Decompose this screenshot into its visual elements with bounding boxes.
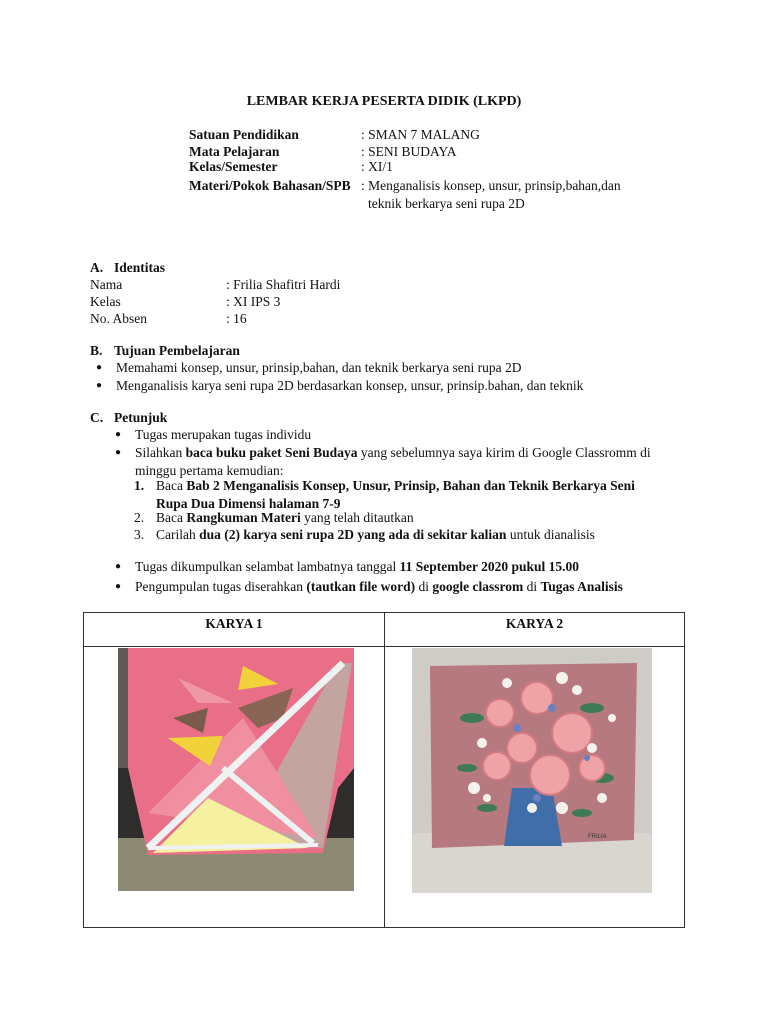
section-title: Tujuan Pembelajaran — [114, 343, 240, 358]
step-text — [156, 526, 595, 544]
text-run: Baca — [156, 478, 187, 493]
section-b-heading — [90, 342, 240, 360]
text-run-bold: 11 September 2020 pukul 15.00 — [399, 559, 579, 574]
text-run: di — [523, 579, 541, 594]
step-text — [156, 477, 635, 512]
section-number: B. — [90, 343, 103, 358]
karya-2-photo — [412, 648, 652, 893]
text-run: Carilah — [156, 527, 200, 542]
text-run: yang telah ditautkan — [300, 510, 414, 525]
painting-signature: FRILIA — [588, 834, 607, 840]
step-text — [156, 509, 414, 527]
karya-table — [83, 612, 685, 928]
identity-row-name — [90, 276, 340, 294]
section-title: Petunjuk — [114, 410, 168, 425]
text-run-bold: Bab 2 Menganalisis Konsep, Unsur, Prinsip, Bahan dan Teknik Berkarya Seni — [186, 478, 635, 493]
step-item — [134, 477, 635, 512]
header-row-school — [189, 126, 709, 144]
text-run: yang sebelumnya saya kirim di Google Classromm di — [357, 445, 651, 460]
header-value-block — [361, 177, 709, 212]
list-item — [115, 444, 651, 479]
section-number: A. — [90, 260, 104, 275]
list-item-text: Menganalisis karya seni rupa 2D berdasarkan konsep, unsur, prinsip.bahan, dan teknik — [116, 378, 584, 393]
text-run: Silahkan — [135, 445, 186, 460]
header-row-class — [189, 158, 709, 176]
page-title: LEMBAR KERJA PESERTA DIDIK (LKPD) — [246, 94, 522, 109]
karya-1-cell — [84, 647, 385, 928]
section-title: Identitas — [114, 260, 166, 275]
identity-value: : 16 — [226, 311, 247, 326]
list-item — [115, 558, 579, 576]
karya-1-photo — [118, 648, 354, 891]
list-item — [96, 359, 521, 377]
karya-2-header: KARYA 2 — [385, 613, 685, 647]
text-run-bold: dua (2) karya seni rupa 2D yang ada di sekitar kalian — [199, 527, 507, 542]
text-run-bold: google classrom — [432, 579, 524, 594]
karya-2-cell — [385, 647, 685, 928]
bullet-icon: ● — [115, 447, 122, 458]
list-item-text — [135, 558, 579, 576]
identity-key: Nama — [90, 277, 123, 292]
header-key: Satuan Pendidikan — [189, 127, 299, 142]
header-value: : SMAN 7 MALANG — [361, 127, 480, 142]
header-value-line1: : Menganalisis konsep, unsur, prinsip,bahan,dan — [361, 178, 621, 193]
section-a-heading — [90, 259, 165, 277]
step-number: 1. — [134, 478, 145, 493]
text-run-bold: Rangkuman Materi — [186, 510, 301, 525]
text-run-bold: Rupa Dua Dimensi halaman 7-9 — [156, 495, 341, 511]
step-item — [134, 509, 414, 527]
text-run: Tugas dikumpulkan selambat lambatnya tanggal — [135, 559, 400, 574]
header-value: : XI/1 — [361, 159, 393, 174]
header-value: : SENI BUDAYA — [361, 144, 457, 159]
text-run: di — [415, 579, 433, 594]
text-run-bold: (tautkan file word) — [306, 579, 416, 594]
list-item — [115, 578, 623, 596]
bullet-icon: ● — [115, 561, 122, 572]
identity-key: No. Absen — [90, 311, 147, 326]
header-key: Kelas/Semester — [189, 159, 278, 174]
header-value-line2: teknik berkarya seni rupa 2D — [368, 195, 525, 211]
section-c-heading — [90, 409, 167, 427]
header-row-material — [189, 177, 709, 212]
list-item-text — [135, 578, 623, 596]
identity-key: Kelas — [90, 294, 121, 309]
step-number: 3. — [134, 527, 145, 542]
karya-1-header: KARYA 1 — [84, 613, 385, 647]
text-run-bold: baca buku paket Seni Budaya — [185, 445, 358, 460]
identity-value: : XI IPS 3 — [226, 294, 281, 309]
list-item-text — [135, 444, 651, 479]
step-item — [134, 526, 595, 544]
step-number: 2. — [134, 510, 145, 525]
bullet-icon: ● — [115, 429, 122, 440]
bullet-icon: ● — [96, 362, 103, 373]
list-item-text: Tugas merupakan tugas individu — [135, 427, 312, 442]
text-run-bold: Tugas Analisis — [540, 579, 623, 594]
list-item-text: Memahami konsep, unsur, prinsip,bahan, dan teknik berkarya seni rupa 2D — [116, 360, 522, 375]
list-item — [115, 426, 311, 444]
identity-value: : Frilia Shafitri Hardi — [226, 277, 341, 292]
bullet-icon: ● — [115, 581, 122, 592]
header-key: Mata Pelajaran — [189, 144, 280, 159]
identity-row-absen — [90, 310, 247, 328]
text-line: minggu pertama kemudian: — [135, 462, 284, 478]
identity-row-class — [90, 293, 280, 311]
text-run: untuk dianalisis — [506, 527, 595, 542]
list-item — [96, 377, 583, 395]
bullet-icon: ● — [96, 380, 103, 391]
text-run: Pengumpulan tugas diserahkan — [135, 579, 307, 594]
section-number: C. — [90, 410, 104, 425]
header-key: Materi/Pokok Bahasan/SPB — [189, 178, 351, 193]
text-run: Baca — [156, 510, 187, 525]
